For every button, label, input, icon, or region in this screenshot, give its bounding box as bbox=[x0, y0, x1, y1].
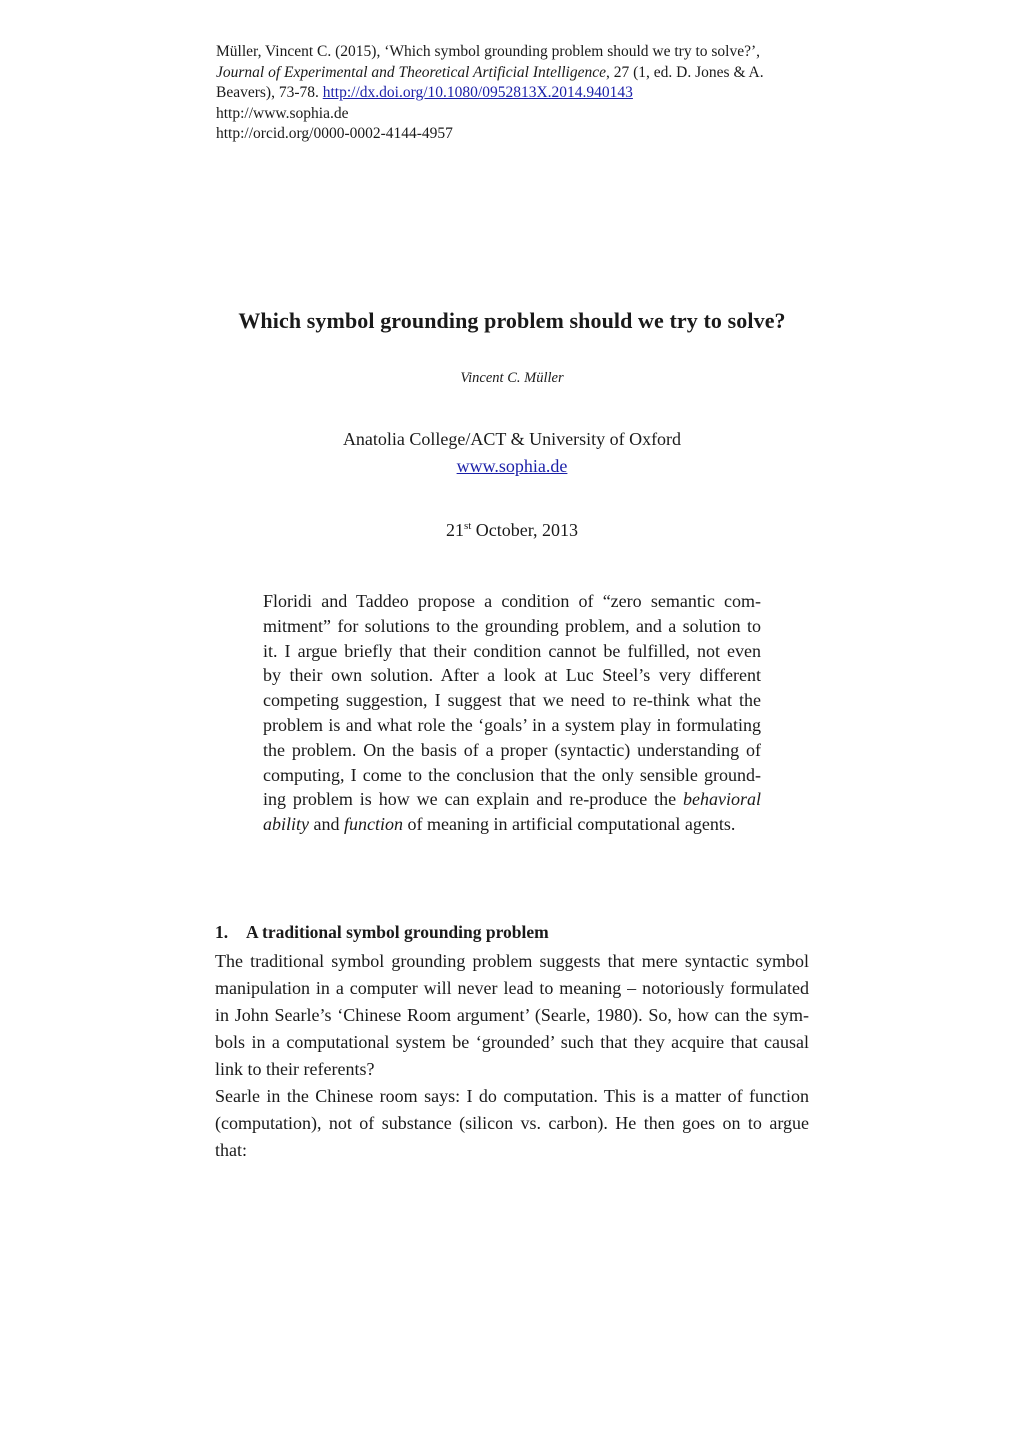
body-line: bols in a computational system be ‘grounded’ such that they acquire that causal bbox=[215, 1032, 809, 1052]
abstract-line: Floridi and Taddeo propose a condition of “zero semantic com- bbox=[263, 591, 761, 611]
body-line: Searle in the Chinese room says: I do computation. This is a matter of function bbox=[215, 1086, 809, 1106]
abstract-line: competing suggestion, I suggest that we need to re-think what the bbox=[263, 690, 761, 711]
affiliation: Anatolia College/ACT & University of Oxford bbox=[342, 429, 682, 449]
citation-line-3 bbox=[216, 83, 816, 104]
doi-link[interactable]: http://dx.doi.org/10.1080/0952813X.2014.940143 bbox=[322, 84, 633, 101]
abstract-line: problem is and what role the ‘goals’ in a system play in formulating bbox=[263, 714, 761, 735]
body-line: in John Searle’s ‘Chinese Room argument’ (Searle, 1980). So, how can the sym- bbox=[215, 1005, 809, 1025]
abstract-line-10: ability and function of meaning in artificial computational agents. bbox=[263, 814, 736, 835]
section-title: A traditional symbol grounding problem bbox=[246, 922, 549, 942]
journal-details: , 27 (1, ed. D. Jones & A. bbox=[606, 63, 764, 81]
abstract-italic-ability: ability bbox=[263, 814, 309, 835]
affiliation-link[interactable]: www.sophia.de bbox=[456, 456, 568, 476]
abstract-italic-behavioral: behavioral bbox=[683, 789, 762, 810]
section-body bbox=[215, 948, 809, 1164]
abstract bbox=[263, 589, 761, 837]
citation-block bbox=[216, 42, 816, 145]
abstract-line: computing, I come to the conclusion that the only sensible ground- bbox=[263, 764, 761, 785]
body-line: (computation), not of substance (silicon vs. carbon). He then goes on to argue bbox=[215, 1113, 809, 1133]
abstract-line: by their own solution. After a look at Luc Steel’s very different bbox=[263, 665, 761, 686]
website-url: http://www.sophia.de bbox=[216, 104, 349, 122]
date-rest: October, 2013 bbox=[471, 520, 579, 540]
body-line: manipulation in a computer will never lead to meaning – notoriously formulated bbox=[215, 978, 809, 998]
section-number: 1. bbox=[215, 922, 229, 942]
body-line: that: bbox=[215, 1140, 247, 1160]
date-day: 21 bbox=[445, 520, 464, 540]
date bbox=[0, 520, 1024, 541]
author-name: Vincent C. Müller bbox=[460, 370, 564, 386]
affiliation-block bbox=[0, 426, 1024, 480]
orcid-url: http://orcid.org/0000-0002-4144-4957 bbox=[216, 125, 453, 142]
citation-line-2 bbox=[216, 63, 816, 84]
abstract-line: mitment” for solutions to the grounding problem, and a solution to bbox=[263, 615, 761, 636]
journal-name: Journal of Experimental and Theoretical Artificial Intelligence bbox=[216, 63, 607, 81]
body-line: link to their referents? bbox=[215, 1059, 375, 1079]
citation-line-1: Müller, Vincent C. (2015), ‘Which symbol grounding problem should we try to solve?’, bbox=[216, 43, 761, 60]
abstract-line: the problem. On the basis of a proper (syntactic) understanding of bbox=[263, 739, 761, 760]
citation-pages: Beavers), 73-78. bbox=[216, 84, 323, 101]
paper-title: Which symbol grounding problem should we try to solve? bbox=[238, 308, 786, 333]
date-suffix: st bbox=[463, 520, 472, 532]
abstract-line-9: ing problem is how we can explain and re-produce the behavioral bbox=[263, 789, 762, 810]
body-line: The traditional symbol grounding problem suggests that mere syntactic symbol bbox=[215, 951, 809, 971]
abstract-line: it. I argue briefly that their condition cannot be fulfilled, not even bbox=[263, 640, 761, 661]
abstract-italic-function: function bbox=[344, 814, 403, 835]
section-heading bbox=[215, 922, 549, 943]
